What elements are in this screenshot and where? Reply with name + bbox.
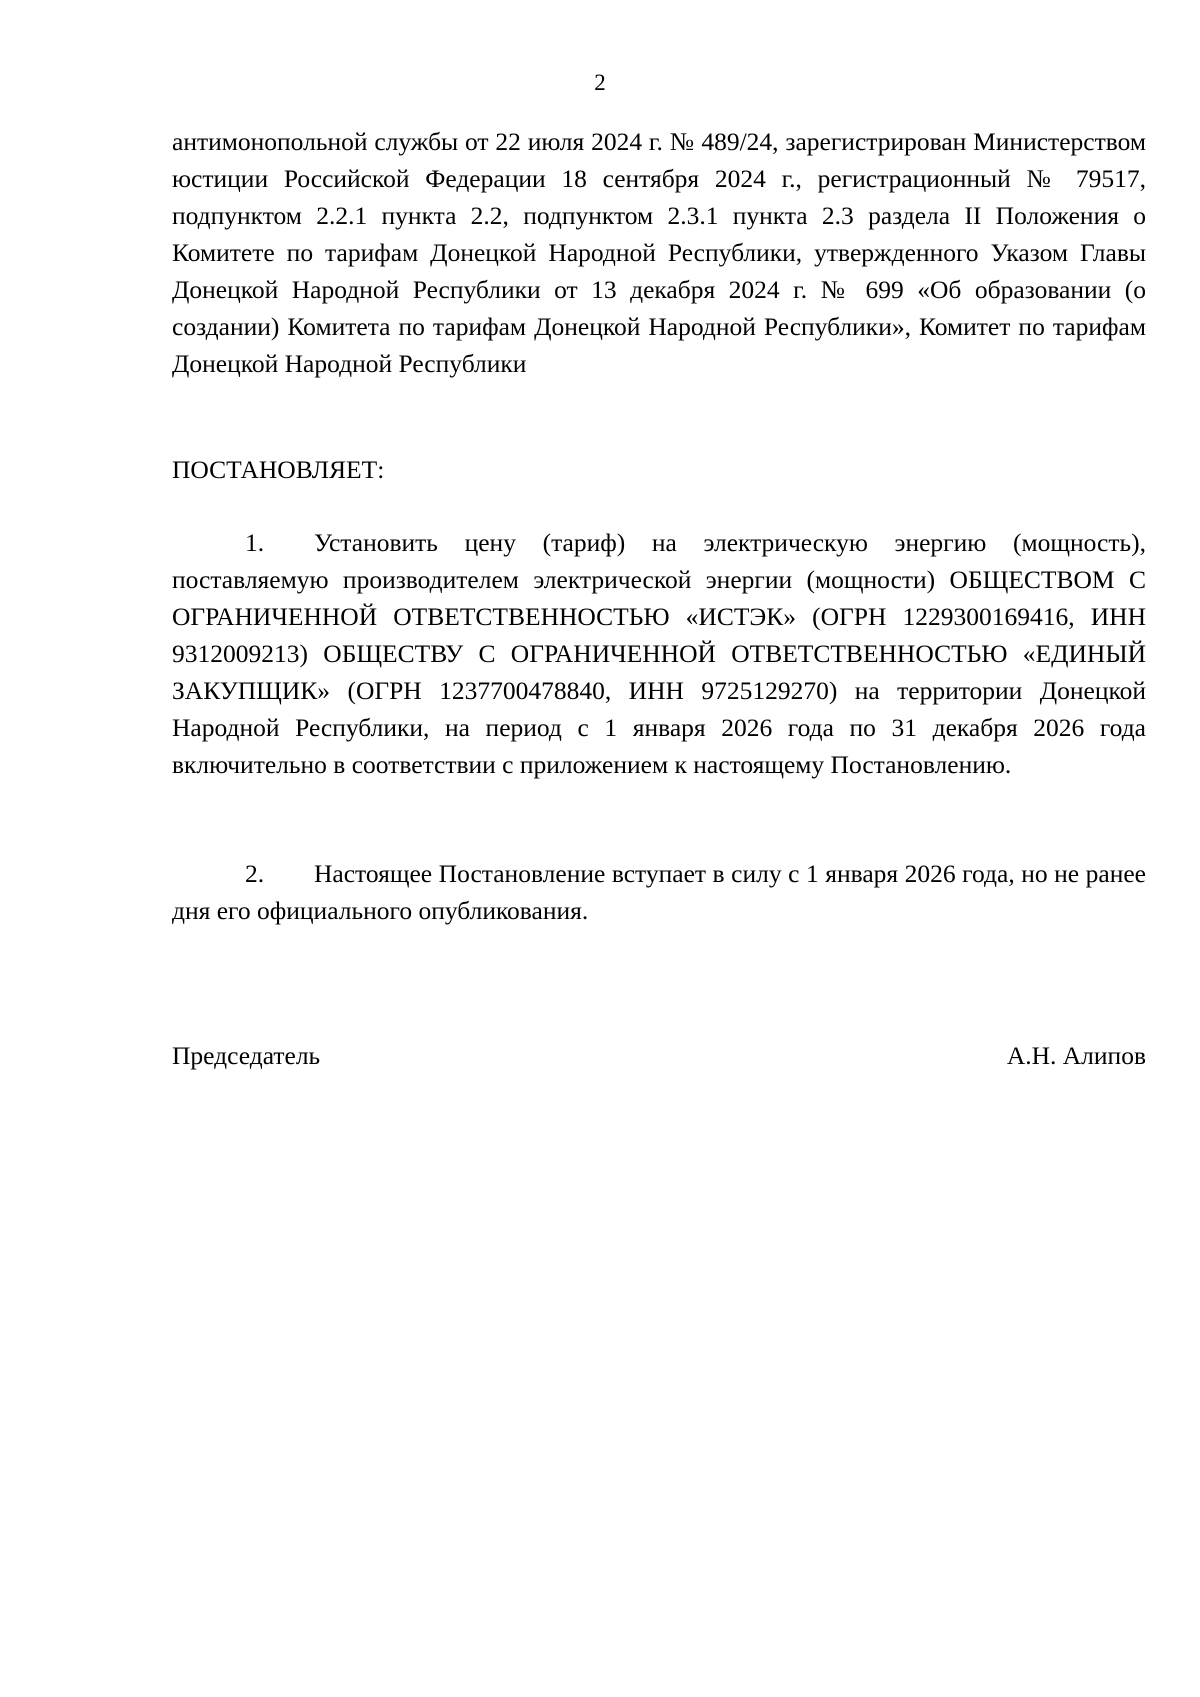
item-text: Установить цену (тариф) на электрическую энергию (мощность), поставляемую производителем электрической энергии (мощности) ОБЩЕСТВОМ С ОГРАНИЧЕННОЙ ОТВЕТСТВЕННОСТЬЮ «ИСТЭК» (ОГРН 1229300169416, ИНН 9312009213) ОБЩЕСТВУ С ОГРАНИЧЕННОЙ ОТВЕТСТВЕННОСТЬЮ «ЕДИНЫЙ ЗАКУПЩИК» (ОГРН 1237700478840, ИНН 9725129270) на территории Донецкой Народной Республики, на период с 1 января 2026 года по 31 декабря 2026 года включительно в соответствии с приложением к настоящему Постановлению. <box>172 528 1146 779</box>
list-item <box>172 524 1146 783</box>
item-number: 2. <box>245 859 265 888</box>
list-item <box>172 855 1146 929</box>
decree-heading: ПОСТАНОВЛЯЕТ: <box>172 455 385 484</box>
page-number: 2 <box>594 70 606 95</box>
signatory-position: Председатель <box>172 1041 321 1070</box>
item-text: Настоящее Постановление вступает в силу с 1 января 2026 года, но не ранее дня его официального опубликования. <box>172 859 1146 925</box>
signatory-name: А.Н. Алипов <box>1006 1041 1146 1070</box>
item-number: 1. <box>245 528 265 557</box>
intro-paragraph: антимонопольной службы от 22 июля 2024 г. № 489/24, зарегистрирован Министерством юстиции Российской Федерации 18 сентября 2024 г., регистрационный № 79517, подпунктом 2.2.1 пункта 2.2, подпунктом 2.3.1 пункта 2.3 раздела II Положения о Комитете по тарифам Донецкой Народной Республики, утвержденного Указом Главы Донецкой Народной Республики от 13 декабря 2024 г. № 699 «Об образовании (о создании) Комитета по тарифам Донецкой Народной Республики», Комитет по тарифам Донецкой Народной Республики <box>172 127 1146 378</box>
signature-block <box>172 1037 1146 1074</box>
